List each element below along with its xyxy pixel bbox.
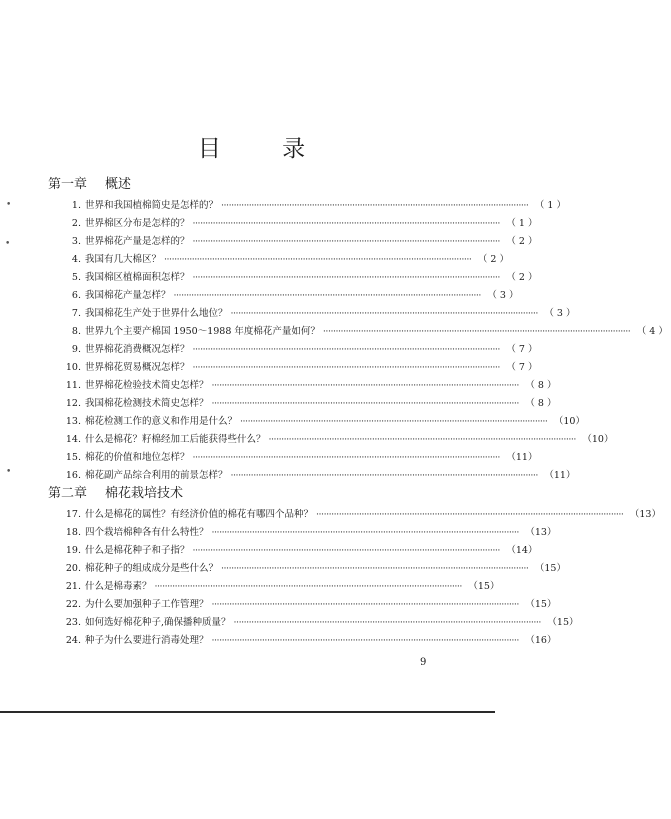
toc-entry[interactable] [48, 251, 509, 269]
entry-page: （ 1 ） [534, 200, 566, 211]
entry-page: （ 2 ） [477, 254, 509, 265]
entry-number: 21. [65, 581, 81, 592]
entry-number: 24. [65, 635, 81, 646]
entry-number: 19. [65, 545, 81, 556]
entry-page: （ 4 ） [636, 326, 668, 337]
dot-leader: ·························································································································· [230, 308, 538, 319]
entry-number: 16. [65, 470, 81, 481]
dot-leader: ·························································································································· [211, 527, 519, 538]
dot-leader: ·························································································································· [268, 434, 576, 445]
toc-entry[interactable] [48, 632, 557, 650]
entry-page: （ 1 ） [506, 218, 538, 229]
dot-leader: ·························································································································· [211, 635, 519, 646]
scan-speck: • [6, 467, 12, 477]
entry-title: 我国棉区植棉面积怎样？ [85, 272, 190, 283]
entry-title: 棉花的价值和地位怎样？ [85, 452, 190, 463]
page-title [0, 130, 505, 163]
entry-title: 种子为什么要进行消毒处理？ [85, 635, 209, 646]
entry-page: （11） [544, 470, 576, 481]
toc-entry[interactable] [48, 341, 538, 359]
dot-leader: ·························································································································· [211, 398, 519, 409]
entry-title: 我国棉花产量怎样？ [85, 290, 171, 301]
entry-number: 23. [65, 617, 81, 628]
entry-number: 17. [65, 509, 81, 520]
chapter-title: 概述 [105, 177, 132, 192]
entry-page: （15） [547, 617, 579, 628]
entry-number: 11. [65, 380, 81, 391]
dot-leader: ·························································································································· [192, 344, 500, 355]
chapter-heading [48, 176, 453, 194]
dot-leader: ·························································································································· [230, 470, 538, 481]
entry-page: （ 7 ） [506, 362, 538, 373]
entry-number: 8. [71, 326, 81, 337]
dot-leader: ·························································································································· [154, 581, 462, 592]
toc-entry[interactable] [48, 560, 566, 578]
entry-number: 18. [65, 527, 81, 538]
entry-number: 13. [65, 416, 81, 427]
chapter-number: 第二章 [48, 486, 88, 501]
entry-title: 棉花副产品综合利用的前景怎样？ [85, 470, 228, 481]
toc-entry[interactable] [48, 269, 538, 287]
toc-entry[interactable] [48, 614, 579, 632]
entry-title: 我国棉花生产处于世界什么地位？ [85, 308, 228, 319]
toc-entry[interactable] [48, 233, 538, 251]
entry-page: （11） [506, 452, 538, 463]
toc-entry[interactable] [48, 323, 668, 341]
entry-title: 四个栽培棉种各有什么特性？ [85, 527, 209, 538]
toc-entry[interactable] [48, 542, 538, 560]
entry-number: 20. [65, 563, 81, 574]
entry-page: （14） [506, 545, 538, 556]
toc-entry[interactable] [48, 395, 557, 413]
chapter-heading [48, 485, 453, 503]
entry-number: 10. [65, 362, 81, 373]
dot-leader: ·························································································································· [192, 236, 500, 247]
entry-page: （15） [534, 563, 566, 574]
entry-page: （ 2 ） [506, 272, 538, 283]
dot-leader: ·························································································································· [173, 290, 481, 301]
toc-entry[interactable] [48, 287, 519, 305]
entry-title: 世界棉花产量是怎样的？ [85, 236, 190, 247]
entry-number: 2. [71, 218, 81, 229]
entry-page: （10） [582, 434, 614, 445]
dot-leader: ·························································································································· [192, 452, 500, 463]
bottom-rule [0, 711, 495, 713]
dot-leader: ·························································································································· [164, 254, 472, 265]
table-of-contents [48, 176, 668, 650]
toc-entry[interactable] [48, 215, 538, 233]
entry-title: 世界和我国植棉简史是怎样的？ [85, 200, 219, 211]
entry-title: 如何选好棉花种子,确保播种质量？ [85, 617, 231, 628]
toc-entry[interactable] [48, 449, 538, 467]
entry-page: （ 7 ） [506, 344, 538, 355]
entry-page: （15） [468, 581, 500, 592]
toc-entry[interactable] [48, 596, 557, 614]
entry-title: 什么是棉花种子和子指？ [85, 545, 190, 556]
dot-leader: ·························································································································· [316, 509, 624, 520]
scan-speck: • [5, 239, 11, 249]
toc-entry[interactable] [48, 305, 576, 323]
entry-page: （ 3 ） [487, 290, 519, 301]
toc-entry[interactable] [48, 467, 576, 485]
entry-number: 14. [65, 434, 81, 445]
dot-leader: ·························································································································· [192, 362, 500, 373]
toc-entry[interactable] [48, 359, 538, 377]
entry-page: （15） [525, 599, 557, 610]
page-number: 9 [420, 657, 427, 668]
dot-leader: ·························································································································· [221, 563, 529, 574]
dot-leader: ·························································································································· [211, 599, 519, 610]
entry-number: 6. [71, 290, 81, 301]
entry-number: 22. [65, 599, 81, 610]
entry-title: 棉花种子的组成成分是些什么？ [85, 563, 219, 574]
entry-title: 什么是棉花？籽棉经加工后能获得些什么？ [85, 434, 266, 445]
entry-title: 世界棉区分布是怎样的？ [85, 218, 190, 229]
entry-title: 棉花检测工作的意义和作用是什么？ [85, 416, 238, 427]
entry-title: 为什么要加强种子工作管理？ [85, 599, 209, 610]
entry-page: （16） [525, 635, 557, 646]
entry-title: 世界棉花检验技术简史怎样？ [85, 380, 209, 391]
dot-leader: ·························································································································· [211, 380, 519, 391]
entry-title: 什么是棉毒素？ [85, 581, 152, 592]
entry-title: 世界棉花消费概况怎样？ [85, 344, 190, 355]
dot-leader: ·························································································································· [322, 326, 631, 337]
chapter-title: 棉花栽培技术 [105, 486, 184, 501]
toc-entry[interactable] [48, 578, 500, 596]
entry-page: （10） [553, 416, 585, 427]
entry-number: 12. [65, 398, 81, 409]
toc-entry[interactable] [48, 431, 614, 449]
dot-leader: ·························································································································· [192, 218, 500, 229]
dot-leader: ·························································································································· [240, 416, 548, 427]
entry-page: （ 3 ） [544, 308, 576, 319]
entry-number: 1. [71, 200, 81, 211]
toc-entry[interactable] [48, 197, 566, 215]
entry-page: （ 8 ） [525, 398, 557, 409]
toc-entry[interactable] [48, 413, 585, 431]
dot-leader: ·························································································································· [233, 617, 541, 628]
entry-title: 我国棉花检测技术简史怎样？ [85, 398, 209, 409]
dot-leader: ·························································································································· [192, 272, 500, 283]
entry-number: 15. [65, 452, 81, 463]
entry-page: （ 2 ） [506, 236, 538, 247]
entry-page: （ 8 ） [525, 380, 557, 391]
entry-title: 世界棉花贸易概况怎样？ [85, 362, 190, 373]
entry-title: 什么是棉花的属性？有经济价值的棉花有哪四个品种？ [85, 509, 314, 520]
toc-entry[interactable] [48, 506, 661, 524]
dot-leader: ·························································································································· [221, 200, 529, 211]
entry-page: （13） [629, 509, 661, 520]
entry-title: 我国有几大棉区？ [85, 254, 162, 265]
title-char-1: 目 [197, 136, 223, 162]
toc-entry[interactable] [48, 524, 557, 542]
scan-speck: • [6, 200, 12, 210]
entry-number: 7. [71, 308, 81, 319]
entry-title: 世界九个主要产棉国 1950～1988 年度棉花产量如何？ [85, 326, 320, 337]
chapter-number: 第一章 [48, 177, 88, 192]
entry-number: 9. [71, 344, 81, 355]
entry-page: （13） [525, 527, 557, 538]
toc-entry[interactable] [48, 377, 557, 395]
entry-number: 4. [71, 254, 81, 265]
title-char-2: 录 [282, 136, 308, 162]
entry-number: 5. [71, 272, 81, 283]
dot-leader: ·························································································································· [192, 545, 500, 556]
entry-number: 3. [71, 236, 81, 247]
